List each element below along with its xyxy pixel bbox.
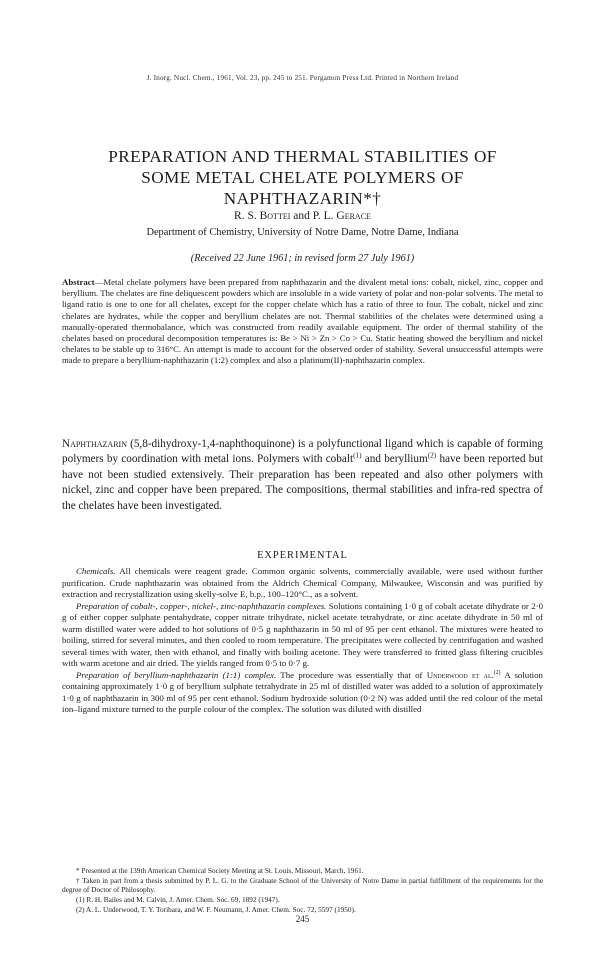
page-number: 245 [295,914,310,924]
footnote-2: † Taken in part from a thesis submitted by P. L. G. to the Graduate School of the University of Notre Dame in partial fulfillment of the requirements for the degree of Doctor of Philosophy. [62,875,543,895]
received-text: (Received 22 June 1961; in revised form 27 July 1961) [190,253,415,264]
intro-lead-word: Naphthazarin [62,438,127,450]
intro-text-a: (5,8-dihydroxy-1,4-naphthoquinone) is a polyfunctional ligand which is capable of forming polymers by coordination with metal ions. Polymers with cobalt [62,438,543,466]
citation-author: Underwood et al. [426,669,494,680]
footnotes [62,866,543,915]
paragraph-label: Chemicals. [76,566,116,576]
experimental-section [62,566,543,716]
paragraph-text: Solutions containing 1·0 g of cobalt acetate dihydrate or 2·0 g of either copper sulphate pentahydrate, copper nitrate trihydrate, nickel acetate tetrahydrate, or zinc acetate dihydrate in 50 ml of warm distilled water were added to hot solutions of 0·5 g naphthazarin in 50 ml of 95 per cent ethanol. The mixtures were heated to boiling, stirred for several minutes, and then cooled to room temperature. The precipitates were collected by centrifugation and washed several times with water, then with ethanol, and finally with boiling acetone. They were transferred to fritted glass filtering crucibles with warm acetone and air dried. The yields ranged from 0·5 to 0·7 g. [62,600,544,668]
intro-text-b: and beryllium [361,453,428,466]
introduction-paragraph [62,437,543,514]
affiliation: Department of Chemistry, University of Notre Dame, Notre Dame, Indiana [146,227,459,238]
abstract-label: Abstract [62,277,95,287]
received-dates [0,253,605,264]
paragraph-text: The procedure was essentially that of [276,669,427,680]
paragraph-label: Preparation of beryllium-naphthazarin (1:1) complex. [76,669,277,680]
intro-text-c: have been reported but have not been studied extensively. Their preparation has been repeated and also other polymers with nickel, zinc and copper have been prepared. The compositions, thermal stabilities and infra-red spectra of the chelates have been investigated. [62,453,543,512]
footnote-ref-1: (1) R. H. Bailes and M. Calvin, J. Amer. Chem. Soc. 69, 1892 (1947). [76,895,280,905]
paragraph-text: A solution containing approximately 1·0 g of beryllium sulphate tetrahydrate in 25 ml of distilled water was added to a solution of approximately 1·0 g of naphthazarin in 300 ml of 95 per cent ethanol. Sodium hydroxide solution (0·2 N) was added until the red colour of the metal ion–ligand mixture turned to the purple colour of the complex. The solution was diluted with distilled [62,669,543,714]
abstract [62,277,543,367]
title-line-3: NAPHTHAZARIN*† [223,189,382,208]
author-separator: and [290,210,313,222]
reference-marker-2: (2) [427,451,437,460]
author-2: P. L. Gerace [312,210,371,222]
paragraph-preparation-beryllium [62,670,543,716]
section-heading: EXPERIMENTAL [257,550,348,561]
abstract-text: —Metal chelate polymers have been prepared from naphthazarin and the divalent metal ions: cobalt, nickel, zinc, copper and beryllium. The chelates are fine deliquescent powders which are insoluble in a wide variety of polar and non-polar solvents. The metal to ligand ratio is one to one for all chelates, except for the copper chelate which has a ratio of three to four. The cobalt, nickel and zinc chelates are hydrates, while the copper and beryllium chelates are not. Thermal stabilities of the chelates were determined using a manually-operated thermobalance, which was constructed from readily available equipment. The order of thermal stability of the chelates based on procedural decomposition temperatures is: Be > Ni > Zn > Co > Cu. Static heating showed the beryllium and nickel chelates to be stable up to 316°C. An attempt is made to account for the observed order of stability. Several unsuccessful attempts were made to prepare a beryllium-naphthazarin (1:2) complex and also a platinum(II)-naphthazarin complex. [62,277,543,366]
paragraph-chemicals [62,566,543,601]
author-1: R. S. Bottei [234,210,291,222]
footnote-ref-2: (2) A. L. Underwood, T. Y. Toribara, and W. F. Neumann, J. Amer. Chem. Soc. 72, 5597 (1950). [76,904,356,914]
reference-marker-1: (1) [353,451,362,460]
title-line-2: SOME METAL CHELATE POLYMERS OF [141,168,464,187]
paragraph-preparation-complexes [62,601,543,670]
running-head: J. Inorg. Nucl. Chem., 1961, Vol. 23, pp. 245 to 251. Pergamon Press Ltd. Printed in Northern Ireland [146,73,459,82]
article-title [60,146,545,209]
title-line-1: PREPARATION AND THERMAL STABILITIES OF [108,147,497,166]
paragraph-text: All chemicals were reagent grade. Common organic solvents, commercially available, were used without further purification. Crude naphthazarin was obtained from the Aldrich Chemical Company, Milwaukee, Wisconsin and was purified by extraction and recrystallization using skelly-solve E, b.p., 100–120°C., as a solvent. [62,566,543,599]
authors [0,210,605,222]
paragraph-label: Preparation of cobalt-, copper-, nickel-, zinc-naphthazarin complexes. [76,600,327,611]
reference-marker-2: (2) [493,669,501,676]
footnote-1: * Presented at the 139th American Chemical Society Meeting at St. Louis, Missouri, March, 1961. [76,866,364,875]
